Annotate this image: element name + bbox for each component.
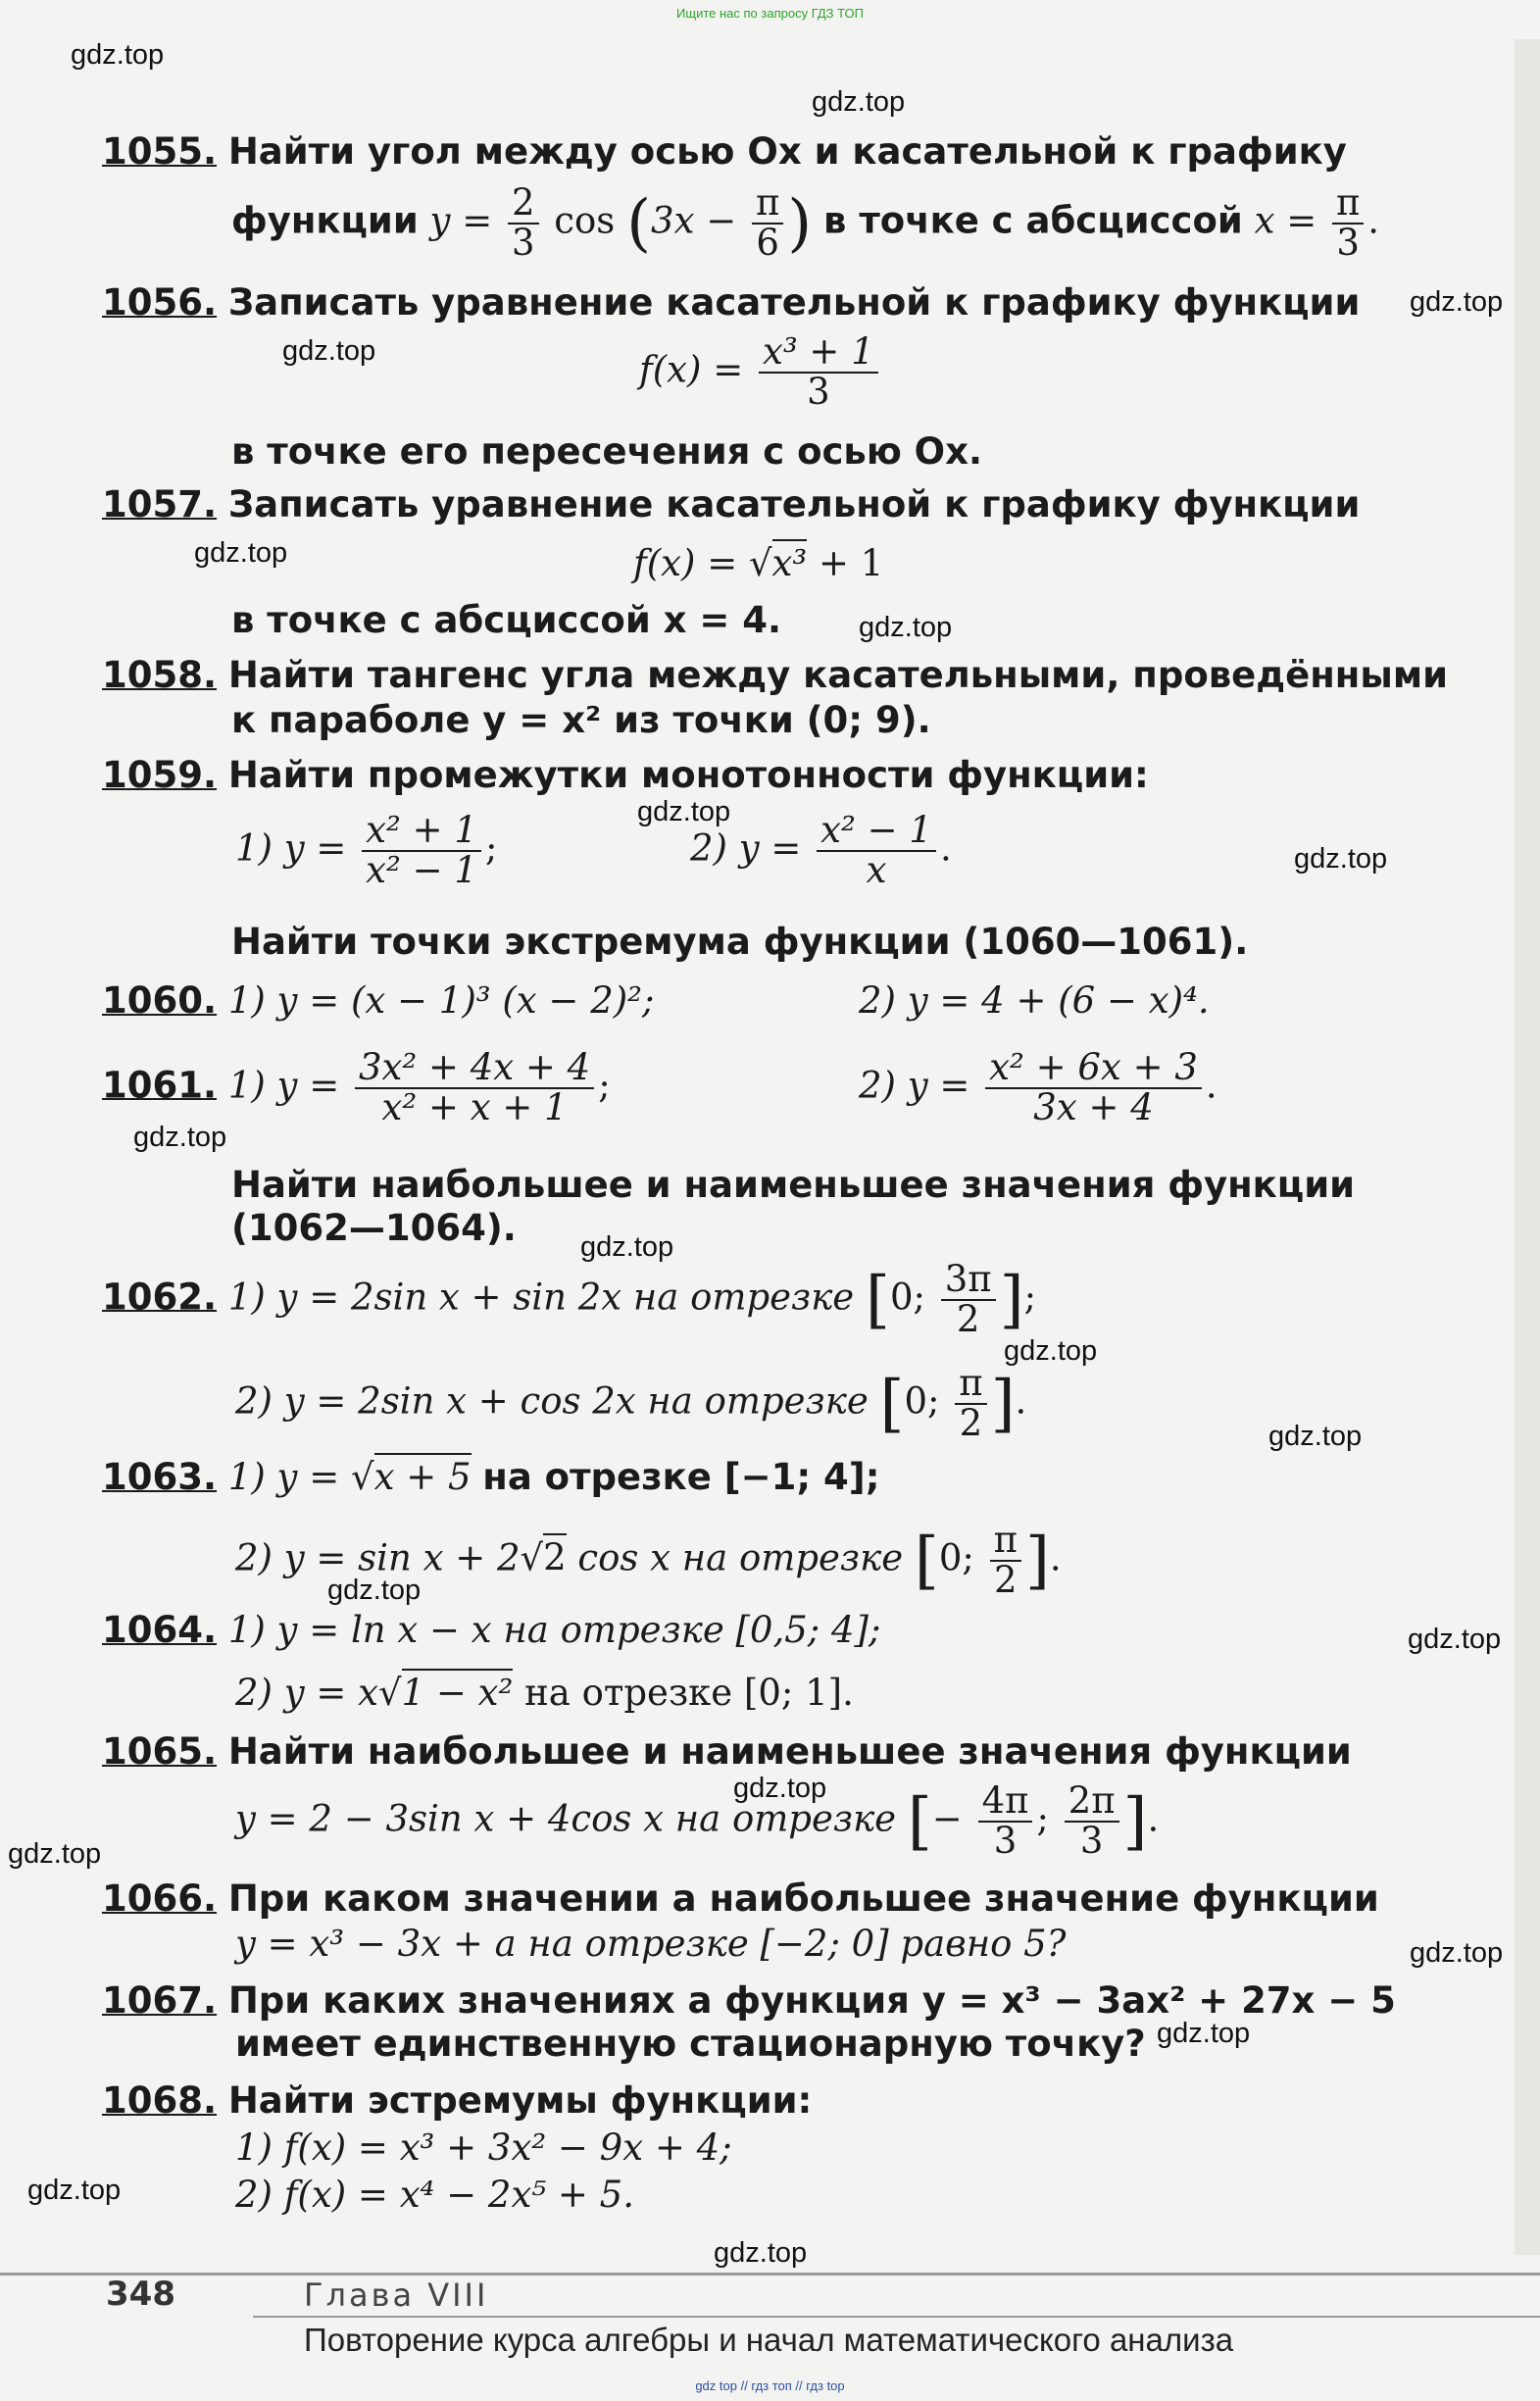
problem-1068-item1: 1) f(x) = x³ + 3x² − 9x + 4; — [235, 2126, 732, 2169]
watermark: gdz.top — [1410, 286, 1504, 318]
watermark: gdz.top — [133, 1122, 227, 1153]
watermark: gdz.top — [1294, 843, 1388, 875]
problem-1058-line2: к параболе y = x² из точки (0; 9). — [231, 699, 931, 741]
watermark: gdz.top — [1004, 1335, 1098, 1367]
fraction: $\frac{\text{x² − 1}}{x}$ — [817, 812, 936, 890]
watermark: gdz.top — [812, 86, 906, 118]
watermark: gdz.top — [733, 1773, 827, 1804]
problem-1055-line1: 1055. Найти угол между осью Ox и касательной к графику — [102, 130, 1347, 173]
problem-1065-line1: 1065. Найти наибольшее и наименьшее значения функции — [102, 1730, 1352, 1773]
fraction: $\frac{\text{x² + 1}}{\text{x² − 1}}$ — [362, 812, 481, 890]
problem-1062-item2: 2) y = 2sin x + cos 2x на отрезке [0; $\frac{\pi}{2}$ ]. — [235, 1362, 1027, 1444]
footer-rule — [0, 2273, 1540, 2276]
fraction: $\frac{4\pi}{3}$ — [978, 1782, 1033, 1861]
fraction: $\frac{2}{3}$ — [508, 184, 539, 263]
watermark: gdz.top — [71, 39, 165, 71]
problem-1061: 1061. 1) y = $\frac{\text{3x² + 4x + 4}}{\text{x² + x + 1}}$ ; — [102, 1046, 611, 1128]
chapter-title: Глава VIII — [304, 2276, 489, 2314]
page-number: 348 — [106, 2275, 175, 2314]
problem-1061-item2: 2) y = $\frac{\text{x² + 6x + 3}}{3x + 4}$ . — [859, 1046, 1217, 1128]
fraction: $\frac{2\pi}{3}$ — [1065, 1782, 1119, 1861]
watermark: gdz.top — [1268, 1421, 1363, 1452]
fraction: $\frac{\pi}{6}$ — [752, 184, 783, 263]
problem-1066-line1: 1066. При каком значении a наибольшее значение функции — [102, 1877, 1379, 1920]
bottom-links[interactable]: gdz top // гдз топ // гдз top — [695, 2378, 845, 2393]
problem-1055-line2: функции y = $\frac{2}{3}$ cos (3x − $\frac{\pi}{6}$ ) в точке с абсциссой x = $\frac{\pi}{3}$ . — [231, 181, 1380, 264]
problem-1064-item2: 2) y = x√1 − x² на отрезке [0; 1]. — [235, 1673, 854, 1715]
section-heading-minmax-range: (1062—1064). — [231, 1207, 517, 1249]
watermark: gdz.top — [27, 2175, 122, 2206]
problem-1056-line1: 1056. Записать уравнение касательной к графику функции — [102, 281, 1361, 324]
problem-1067-line2: имеет единственную стационарную точку? — [235, 2023, 1146, 2065]
fraction: $\frac{\text{x² + 6x + 3}}{3x + 4}$ — [985, 1049, 1202, 1127]
watermark: gdz.top — [1410, 1937, 1504, 1969]
watermark: gdz.top — [859, 612, 953, 643]
fraction: $\frac{\pi}{3}$ — [1332, 184, 1364, 263]
watermark: gdz.top — [282, 335, 376, 367]
problem-1059-item2: 2) y = $\frac{\text{x² − 1}}{x}$ . — [690, 809, 952, 891]
watermark: gdz.top — [580, 1231, 674, 1263]
watermark: gdz.top — [327, 1575, 422, 1606]
bleed-through-edge — [1515, 39, 1540, 2255]
watermark: gdz.top — [194, 537, 288, 569]
problem-1057-formula: f(x) = √x³ + 1 — [633, 543, 883, 585]
watermark: gdz.top — [8, 1838, 102, 1870]
problem-1059-line1: 1059. Найти промежутки монотонности функции: — [102, 754, 1149, 796]
problem-1058-line1: 1058. Найти тангенс угла между касательными, проведёнными — [102, 654, 1448, 696]
problem-1057-line1: 1057. Записать уравнение касательной к графику функции — [102, 483, 1361, 525]
problem-1057-line3: в точке с абсциссой x = 4. — [231, 599, 782, 641]
watermark: gdz.top — [637, 796, 731, 827]
problem-1063-item2: 2) y = sin x + 2√2 cos x на отрезке [0; $\frac{\pi}{2}$ ]. — [235, 1519, 1062, 1601]
problem-1056-line3: в точке его пересечения с осью Ox. — [231, 430, 983, 473]
problem-1065-line2: y = 2 − 3sin x + 4cos x на отрезке [− $\frac{4\pi}{3}$ ; $\frac{2\pi}{3}$ ]. — [235, 1779, 1160, 1862]
problem-1059-items: 1) y = $\frac{\text{x² + 1}}{\text{x² − 1}}$ ; — [235, 809, 498, 891]
fraction: $\frac{3\pi}{2}$ — [941, 1261, 996, 1339]
watermark: gdz.top — [1157, 2018, 1251, 2049]
problem-1067-line1: 1067. При каких значениях a функция y = x³ − 3ax² + 27x − 5 — [102, 1979, 1396, 2022]
footer-rule — [253, 2316, 1540, 2318]
chapter-subtitle: Повторение курса алгебры и начал математического анализа — [304, 2322, 1234, 2358]
top-search-note[interactable]: Ищите нас по запросу ГДЗ ТОП — [676, 6, 864, 21]
problem-1064: 1064. 1) y = ln x − x на отрезке [0,5; 4]; — [102, 1609, 881, 1651]
problem-1062: 1062. 1) y = 2sin x + sin 2x на отрезке [0; $\frac{3\pi}{2}$ ]; — [102, 1258, 1037, 1340]
fraction: $\frac{\pi}{2}$ — [990, 1522, 1021, 1600]
problem-1066-line2: y = x³ − 3x + a на отрезке [−2; 0] равно 5? — [235, 1923, 1067, 1965]
problem-1056-formula: f(x) = $\frac{\text{x³ + 1}}{3}$ — [639, 333, 882, 412]
section-heading-extrema: Найти точки экстремума функции (1060—1061). — [231, 921, 1249, 963]
section-heading-minmax: Найти наибольшее и наименьшее значения функции — [231, 1164, 1356, 1206]
problem-1060: 1060. 1) y = (x − 1)³ (x − 2)²; — [102, 979, 655, 1022]
watermark: gdz.top — [1408, 1624, 1502, 1655]
watermark: gdz.top — [714, 2237, 808, 2269]
fraction: $\frac{\text{x³ + 1}}{3}$ — [759, 333, 878, 412]
problem-1068-item2: 2) f(x) = x⁴ − 2x⁵ + 5. — [235, 2174, 634, 2216]
fraction: $\frac{\pi}{2}$ — [955, 1365, 986, 1443]
problem-1068-line1: 1068. Найти эстремумы функции: — [102, 2079, 813, 2122]
problem-1060-item2: 2) y = 4 + (6 − x)⁴. — [859, 979, 1210, 1022]
fraction: $\frac{\text{3x² + 4x + 4}}{\text{x² + x + 1}}$ — [355, 1049, 594, 1127]
problem-1063: 1063. 1) y = √x + 5 на отрезке [−1; 4]; — [102, 1457, 880, 1499]
